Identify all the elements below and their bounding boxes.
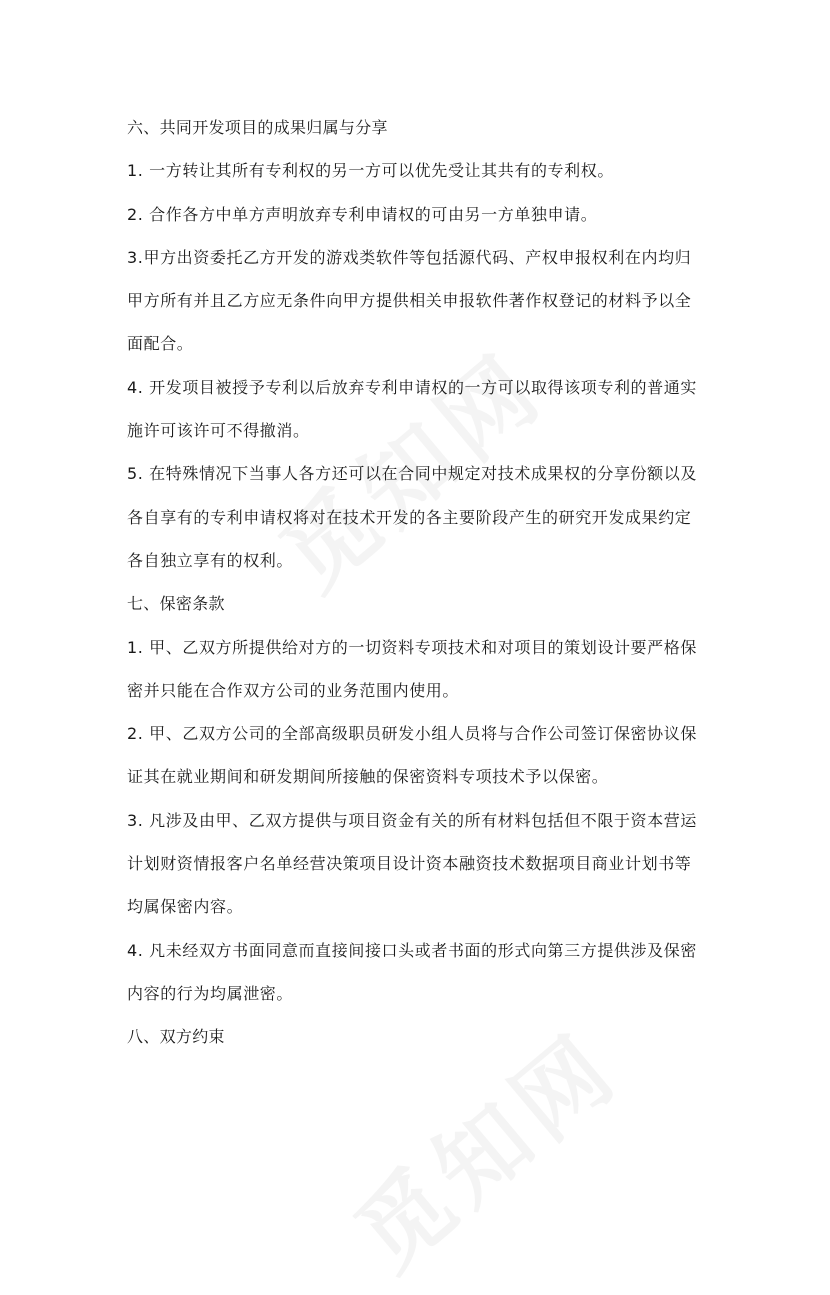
paragraph-line: 4. 凡未经双方书面同意而直接间接口头或者书面的形式向第三方提供涉及保密 (127, 940, 697, 960)
paragraph-line: 面配合。 (127, 334, 194, 354)
section-heading-6: 六、共同开发项目的成果归属与分享 (127, 118, 388, 137)
paragraph-line: 内容的行为均属泄密。 (127, 983, 294, 1003)
paragraph-line: 施许可该许可不得撤消。 (127, 421, 310, 441)
paragraph-line: 5. 在特殊情况下当事人各方还可以在合同中规定对技术成果权的分享份额以及 (127, 464, 697, 484)
paragraph-line: 各自独立享有的权利。 (127, 550, 294, 570)
paragraph-line: 计划财资情报客户名单经营决策项目设计资本融资技术数据项目商业计划书等 (127, 854, 692, 874)
paragraph-line: 4. 开发项目被授予专利以后放弃专利申请权的一方可以取得该项专利的普通实 (127, 377, 697, 397)
document-body (127, 106, 707, 1059)
paragraph-line: 甲方所有并且乙方应无条件向甲方提供相关申报软件著作权登记的材料予以全 (127, 291, 692, 311)
paragraph-line: 1. 甲、乙双方所提供给对方的一切资料专项技术和对项目的策划设计要严格保 (127, 637, 697, 657)
paragraph-line: 3. 凡涉及由甲、乙双方提供与项目资金有关的所有材料包括但不限于资本营运 (127, 810, 697, 830)
paragraph-line: 均属保密内容。 (127, 897, 244, 917)
paragraph-line: 2. 甲、乙双方公司的全部高级职员研发小组人员将与合作公司签订保密协议保 (127, 724, 697, 744)
paragraph-line: 证其在就业期间和研发期间所接触的保密资料专项技术予以保密。 (127, 767, 609, 787)
section-heading-8: 八、双方约束 (127, 1027, 225, 1047)
paragraph-line: 密并只能在合作双方公司的业务范围内使用。 (127, 680, 460, 700)
section-heading-7: 七、保密条款 (127, 594, 225, 614)
paragraph-line: 3.甲方出资委托乙方开发的游戏类软件等包括源代码、产权申报权利在内均归 (127, 247, 692, 267)
paragraph-line: 2. 合作各方中单方声明放弃专利申请权的可由另一方单独申请。 (127, 204, 598, 224)
paragraph-line: 各自享有的专利申请权将对在技术开发的各主要阶段产生的研究开发成果约定 (127, 507, 692, 527)
paragraph-line: 1. 一方转让其所有专利权的另一方可以优先受让其共有的专利权。 (127, 161, 614, 181)
